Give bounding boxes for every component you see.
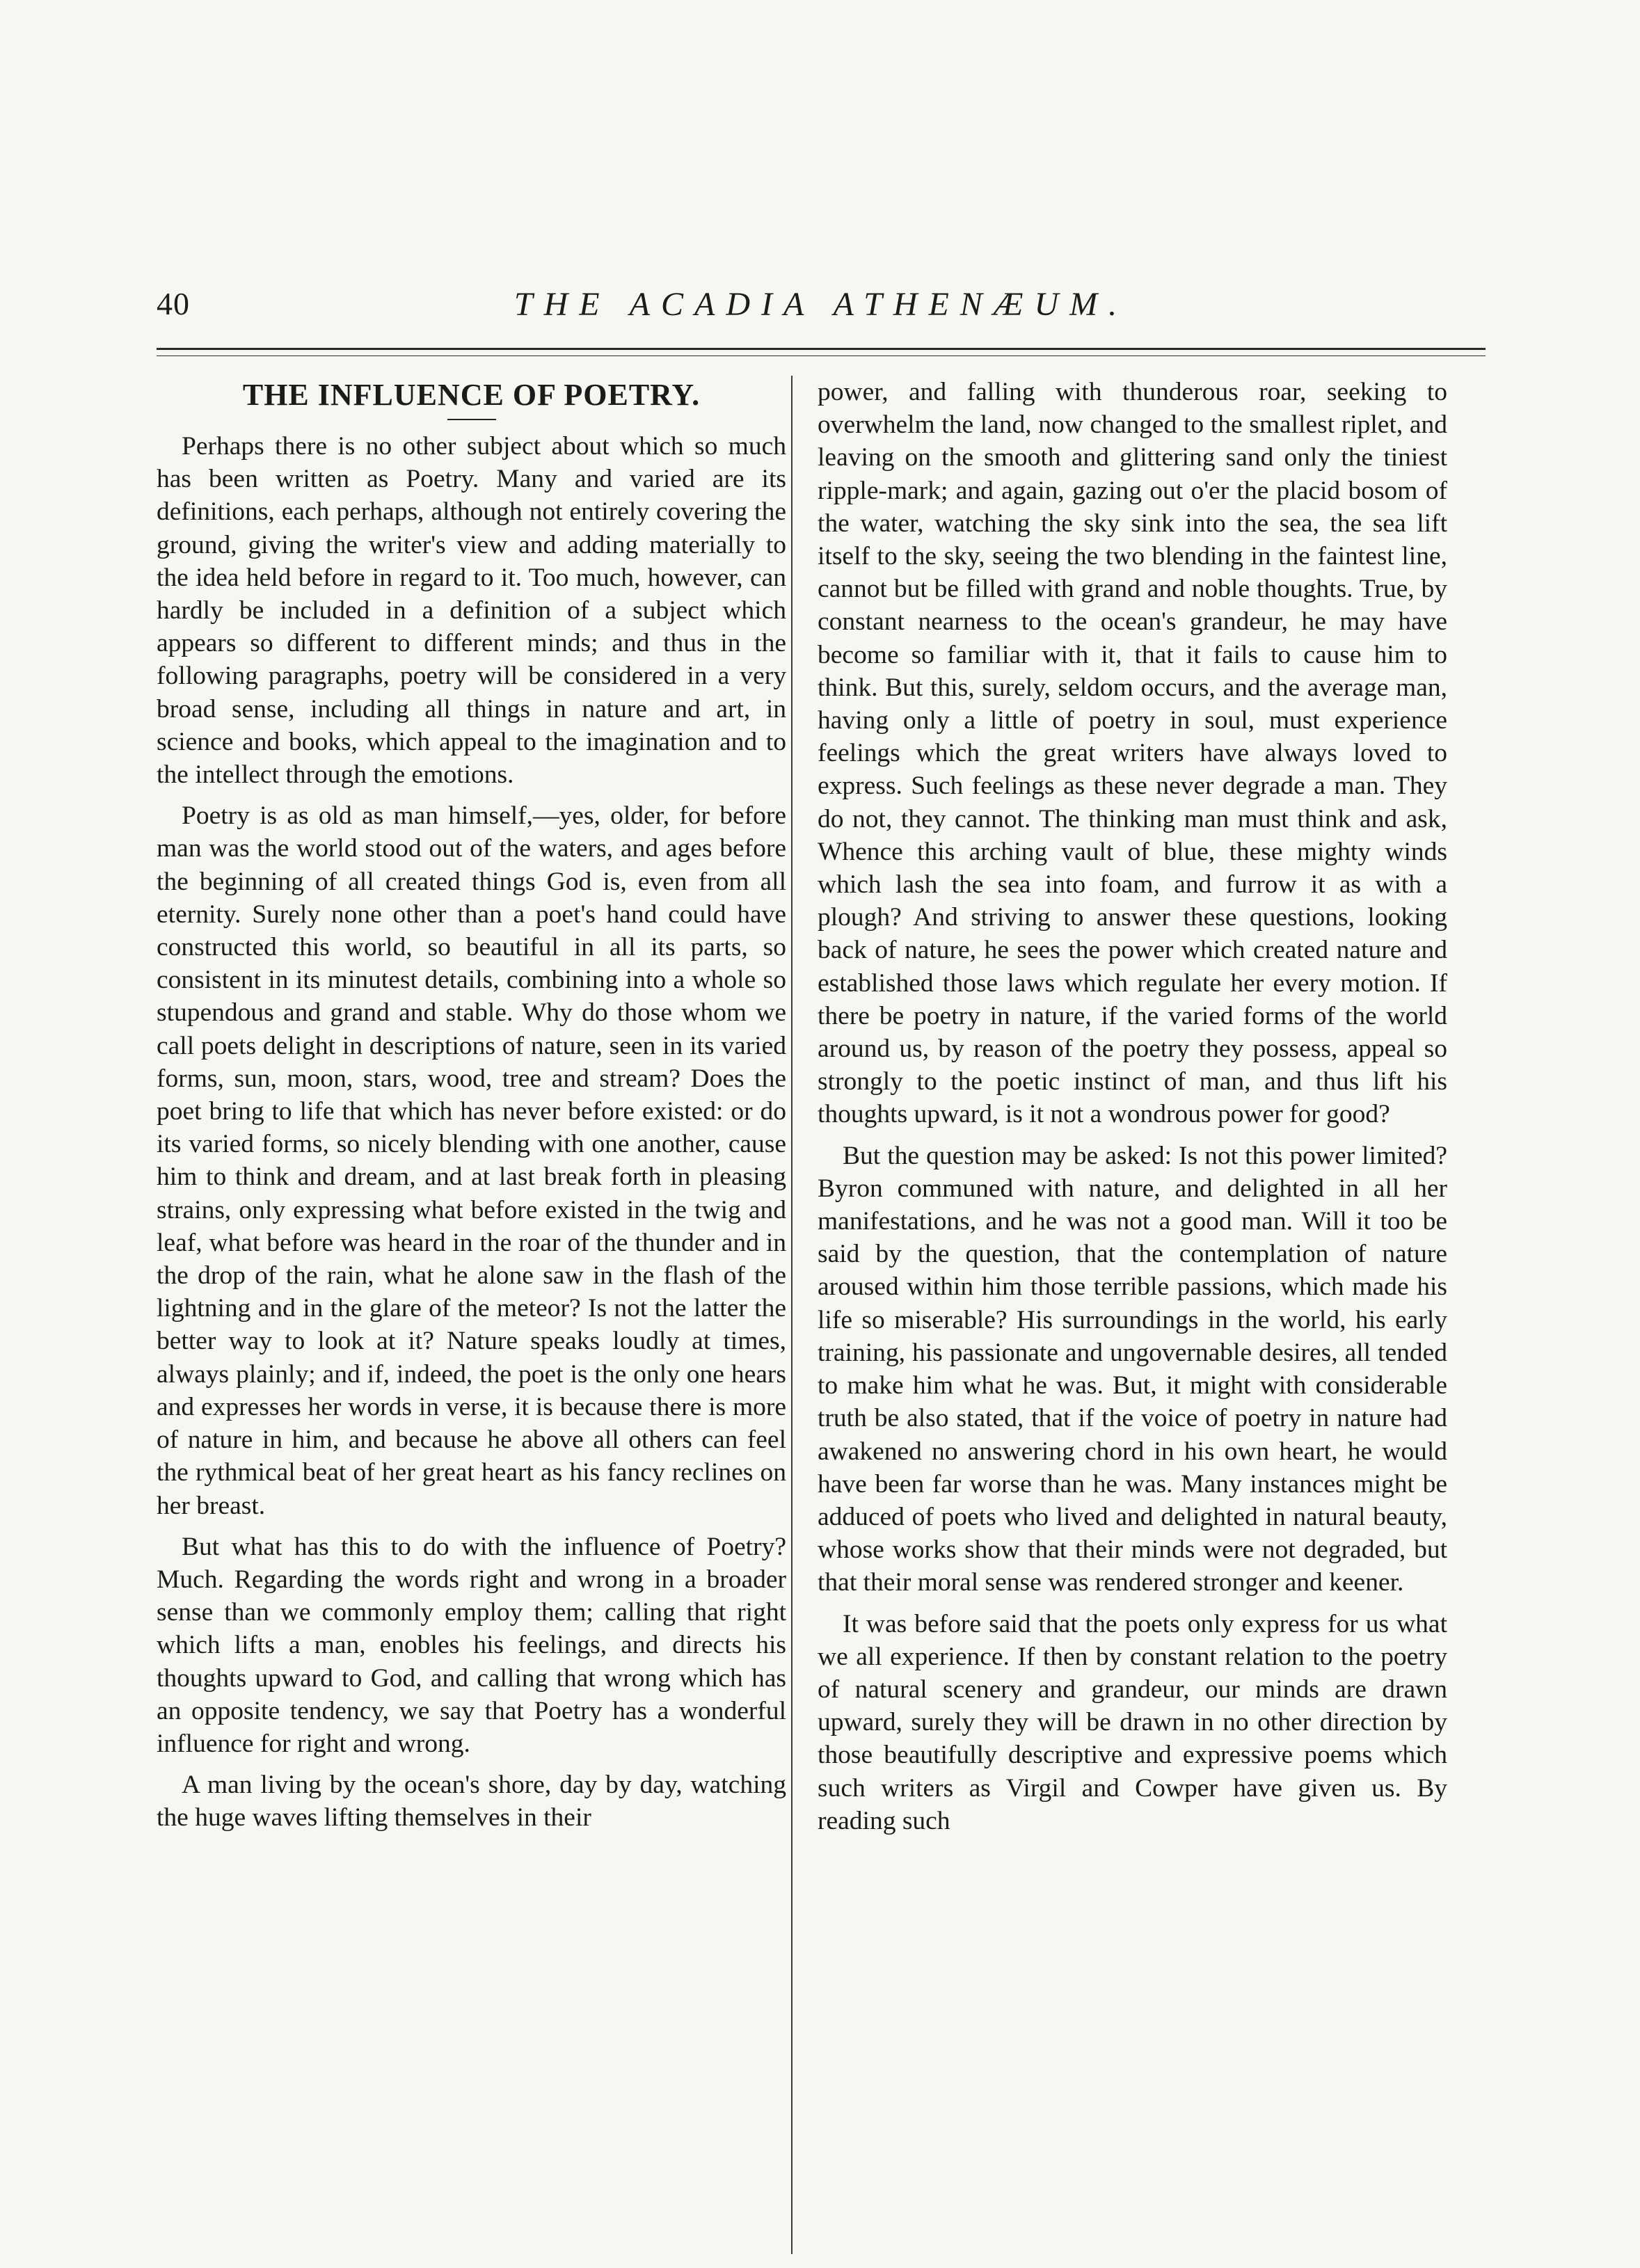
paragraph: Poetry is as old as man himself,—yes, older, for before man was the world stood out of the waters, and ages before the beginning of all created things God is, even from all eternity. Surely none other than a poet's hand could have constructed this world, so beautiful in all its parts, so consistent in its minutest details, combining into a whole so stupendous and grand and stable. Why do those whom we call poets delight in descriptions of nature, seen in its varied forms, sun, moon, stars, wood, tree and stream? Does the poet bring to life that which has never before existed: or do its varied forms, so nicely blending with one another, cause him to think and dream, and at last break forth in pleasing strains, only expressing what before existed in the twig and leaf, what before was heard in the roar of the thunder and in the drop of the rain, what he alone saw in the flash of the lightning and in the glare of the meteor? Is not the latter the better way to look at it? Nature speaks loudly at times, always plainly; and if, indeed, the poet is the only one hears and expresses her words in verse, it is because there is more of nature in him, and because he above all others can feel the rythmical beat of her great heart as his fancy reclines on her breast. xyxy=(157,801,786,1520)
paragraph: But the question may be asked: Is not this power limited? Byron communed with nature, and delighted in all her manifestations, and he was not a good man. Will it too be said by the question, that the contemplation of nature aroused within him those terrible passions, which made his life so miserable? His surroundings in the world, his early training, his passionate and ungovernable desires, all tended to make him what he was. But, it might with considerable truth be also stated, that if the voice of poetry in nature had awakened no answering chord in his own heart, he would have been far worse than he was. Many instances might be adduced of poets who lived and delighted in natural beauty, whose works show that their minds were not degraded, but that their moral sense was rendered stronger and keener. xyxy=(818,1141,1447,1597)
left-column xyxy=(157,376,786,1843)
right-column xyxy=(818,376,1447,1846)
article-title: THE INFLUENCE OF POETRY. xyxy=(242,378,701,412)
journal-title: THE ACADIA ATHENÆUM. xyxy=(514,286,1129,323)
header-rule xyxy=(157,348,1486,356)
title-rule xyxy=(447,419,496,420)
paragraph: power, and falling with thunderous roar, seeking to overwhelm the land, now changed to the smallest riplet, and leaving on the smooth and glittering sand only the tiniest ripple-mark; and again, gazing out o'er the placid bosom of the water, watching the sky sink into the sea, the sea lift itself to the sky, seeing the two blending in the faintest line, cannot but be filled with grand and noble thoughts. True, by constant nearness to the ocean's grandeur, he may have become so familiar with it, that it fails to cause him to think. But this, surely, seldom occurs, and the average man, having only a little of poetry in soul, must experience feelings which the great writers have always loved to express. Such feelings as these never degrade a man. They do not, they cannot. The thinking man must think and ask, Whence this arching vault of blue, these mighty winds which lash the sea into foam, and furrow it as with a plough? And striving to answer these questions, looking back of nature, he sees the power which created nature and established those laws which regulate her every motion. If there be poetry in nature, if the varied forms of the world around us, by reason of the poetry they possess, appeal so strongly to the poetic instinct of man, and thus lift his thoughts upward, is it not a wondrous power for good? xyxy=(818,378,1447,1129)
paragraph: A man living by the ocean's shore, day by day, watching the huge waves lifting themselves in their xyxy=(157,1771,786,1832)
column-divider xyxy=(791,376,793,2254)
paragraph: But what has this to do with the influence of Poetry? Much. Regarding the words right and wrong in a broader sense than we commonly employ them; calling that right which lifts a man, enobles his feelings, and directs his thoughts upward to God, and calling that wrong which has an opposite tendency, we say that Poetry has a wonderful influence for right and wrong. xyxy=(157,1532,786,1758)
paragraph: Perhaps there is no other subject about which so much has been written as Poetry. Many and varied are its definitions, each perhaps, although not entirely covering the ground, giving the writer's view and adding materially to the idea held before in regard to it. Too much, however, can hardly be included in a definition of a subject which appears so different to different minds; and thus in the following paragraphs, poetry will be considered in a very broad sense, including all things in nature and art, in science and books, which appeal to the imagination and to the intellect through the emotions. xyxy=(157,432,786,790)
page-number: 40 xyxy=(157,286,190,321)
paragraph: It was before said that the poets only express for us what we all experience. If then by constant relation to the poetry of natural scenery and grandeur, our minds are drawn upward, surely they will be drawn in no other direction by those beautifully descriptive and expressive poems which such writers as Virgil and Cowper have given us. By reading such xyxy=(818,1609,1447,1835)
page-header xyxy=(157,285,1486,334)
